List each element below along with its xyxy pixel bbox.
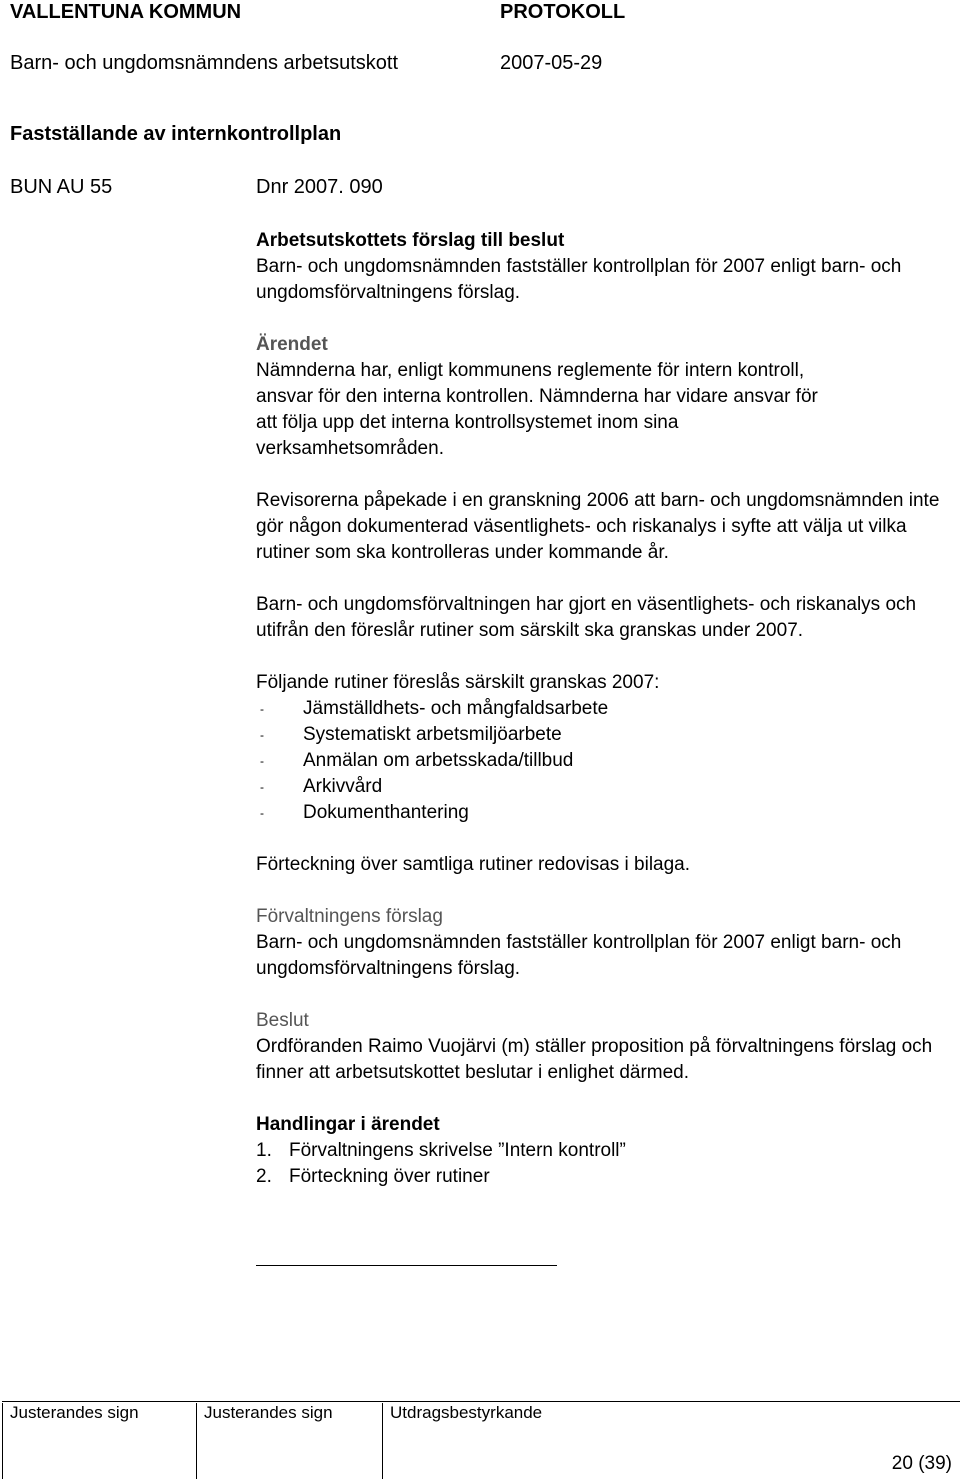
admin-proposal-text: Barn- och ungdomsnämnden fastställer kontrollplan för 2007 enligt barn- och ungdomsförvaltningens förslag. — [256, 932, 902, 979]
document-body — [256, 228, 946, 1190]
matter-line-4: verksamhetsområden. — [256, 438, 444, 459]
org-name: VALLENTUNA KOMMUN — [10, 1, 242, 23]
list-item: - Dokumenthantering — [256, 800, 946, 826]
paragraph-number: BUN AU 55 — [10, 176, 113, 198]
diary-number: Dnr 2007. 090 — [256, 176, 383, 198]
list-item: - Jämställdhets- och mångfaldsarbete — [256, 696, 946, 722]
end-rule — [256, 1265, 557, 1266]
matter-line-1: Nämnderna har, enligt kommunens reglemente för intern kontroll, — [256, 360, 805, 381]
matter-paragraph-2: Revisorerna påpekade i en granskning 2006 att barn- och ungdomsnämnden inte gör någon dokumenterad väsentlighets- och riskanalys i syfte att välja ut vilka rutiner som ska kontrolleras under kommande år. — [256, 490, 940, 563]
meeting-date: 2007-05-29 — [500, 52, 603, 74]
signature-box-3 — [382, 1403, 958, 1479]
signature-divider — [2, 1401, 960, 1402]
routine-list-intro: Följande rutiner föreslås särskilt granskas 2007: — [256, 672, 660, 693]
routine-list — [256, 696, 946, 826]
documents-heading: Handlingar i ärendet — [256, 1114, 440, 1135]
matter-heading: Ärendet — [256, 334, 328, 355]
matter-paragraph-3: Barn- och ungdomsförvaltningen har gjort en väsentlighets- och riskanalys och utifrån den föreslår rutiner som särskilt ska granskas under 2007. — [256, 594, 917, 641]
list-item: - Systematiskt arbetsmiljöarbete — [256, 722, 946, 748]
decision-text: Ordföranden Raimo Vuojärvi (m) ställer proposition på förvaltningens förslag och finner att arbetsutskottet beslutar i enlighet därmed. — [256, 1036, 933, 1083]
matter-paragraph-4: Förteckning över samtliga rutiner redovisas i bilaga. — [256, 854, 691, 875]
proposal-heading: Arbetsutskottets förslag till beslut — [256, 230, 565, 251]
signature-label-1: Justerandes sign — [10, 1403, 139, 1422]
dash-marker: - — [260, 806, 264, 820]
dash-marker: - — [260, 728, 264, 742]
documents-list — [256, 1138, 946, 1190]
dash-marker: - — [260, 754, 264, 768]
list-item: 2. Förteckning över rutiner — [256, 1166, 490, 1187]
list-item: - Arkivvård — [256, 774, 946, 800]
proposal-text: Barn- och ungdomsnämnden fastställer kontrollplan för 2007 enligt barn- och ungdomsförvaltningens förslag. — [256, 256, 902, 303]
signature-box-2 — [196, 1403, 382, 1479]
signature-label-3: Utdragsbestyrkande — [390, 1403, 543, 1422]
admin-proposal-heading: Förvaltningens förslag — [256, 906, 443, 927]
signature-label-2: Justerandes sign — [204, 1403, 333, 1422]
committee-name: Barn- och ungdomsnämndens arbetsutskott — [10, 52, 398, 74]
dash-marker: - — [260, 702, 264, 716]
dash-marker: - — [260, 780, 264, 794]
matter-line-2: ansvar för den interna kontrollen. Nämnderna har vidare ansvar för — [256, 386, 818, 407]
signature-box-1 — [2, 1403, 196, 1479]
matter-paragraph-1 — [256, 358, 946, 462]
decision-heading: Beslut — [256, 1010, 309, 1031]
doc-type: PROTOKOLL — [500, 1, 626, 23]
matter-line-3: att följa upp det interna kontrollsystemet inom sina — [256, 412, 679, 433]
list-item: 1. Förvaltningens skrivelse ”Intern kontroll” — [256, 1140, 626, 1161]
list-item: - Anmälan om arbetsskada/tillbud — [256, 748, 946, 774]
page-number: 20 (39) — [891, 1453, 952, 1474]
page-title: Fastställande av internkontrollplan — [10, 123, 342, 145]
